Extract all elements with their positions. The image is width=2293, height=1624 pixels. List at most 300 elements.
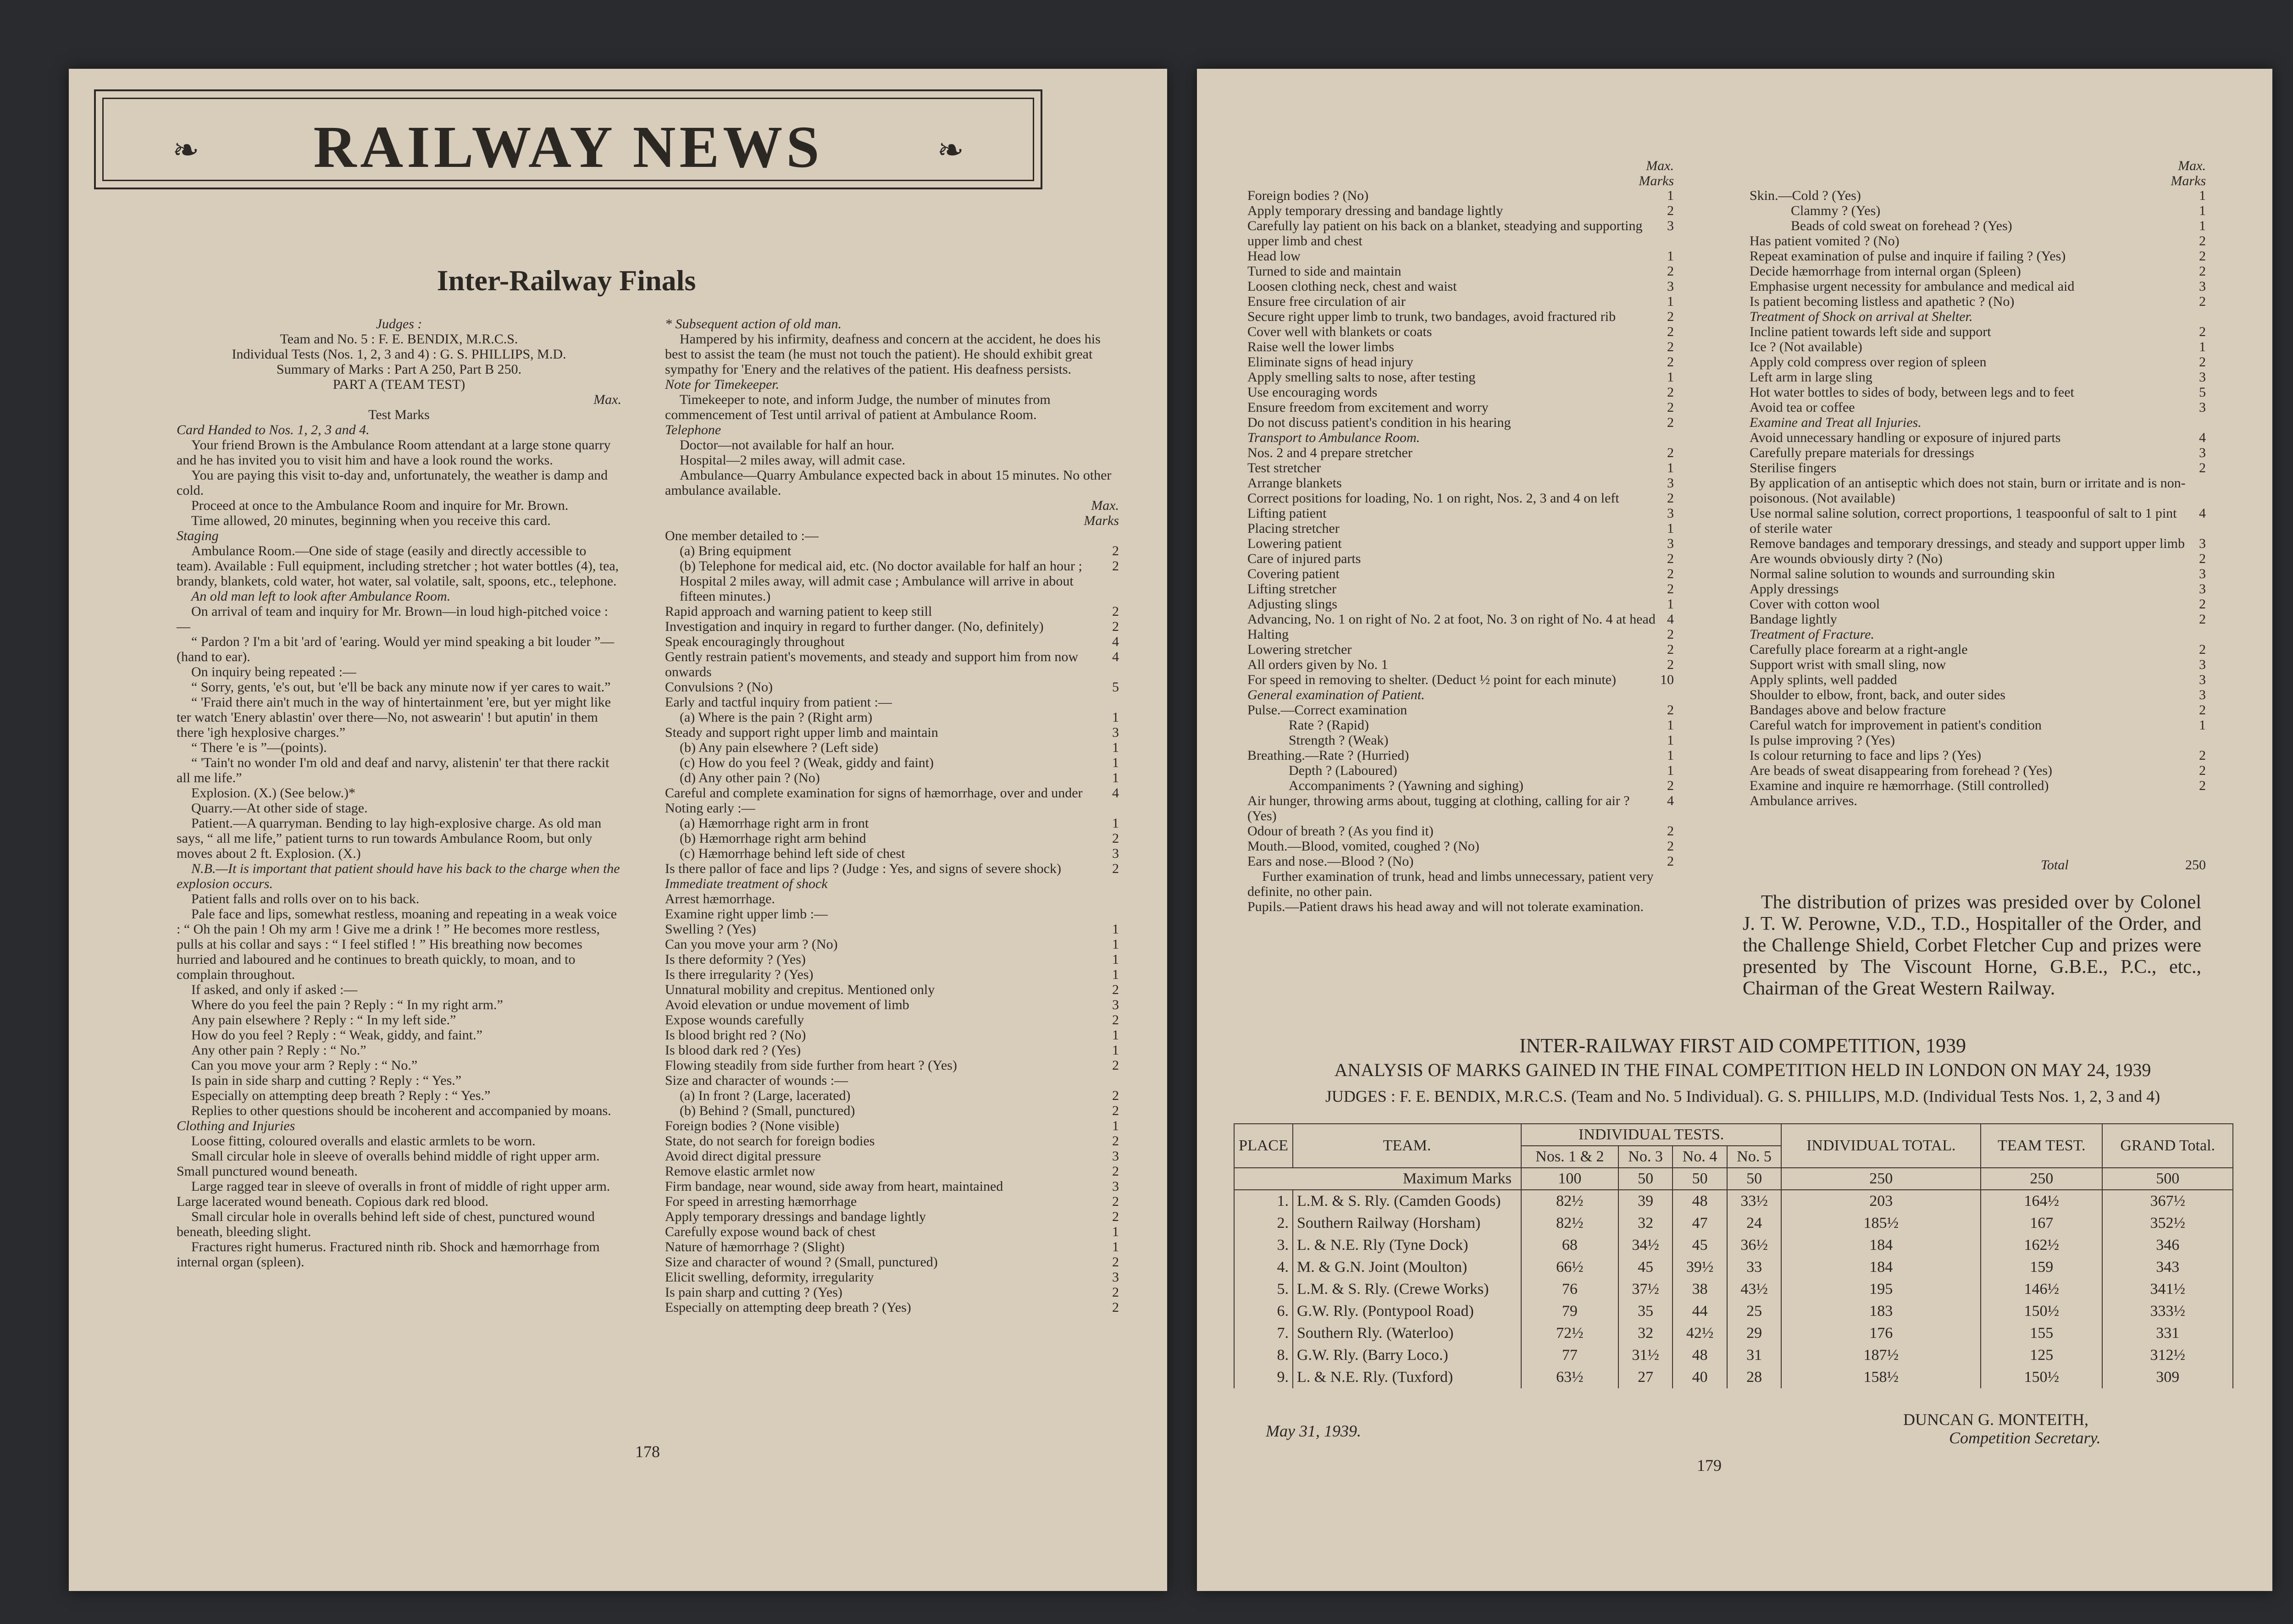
text-line: Marks xyxy=(1084,513,1119,528)
entry-text: For speed in removing to shelter. (Deduct ½ point for each minute) xyxy=(1247,672,1616,687)
entry-marks: 1 xyxy=(1112,1239,1119,1254)
text-line xyxy=(1750,551,2206,566)
text-line xyxy=(1750,233,2206,249)
entry-marks: 1 xyxy=(1112,710,1119,725)
entry-text: Mouth.—Blood, vomited, coughed ? (No) xyxy=(1247,839,1479,854)
subheader-test: Nos. 1 & 2 xyxy=(1521,1146,1618,1168)
score-cell: 39½ xyxy=(1673,1256,1727,1278)
entry-marks xyxy=(2188,309,2206,324)
entry-marks: 2 xyxy=(1112,1133,1119,1149)
text-line xyxy=(665,1164,1119,1179)
text-line: Fractures right humerus. Fractured ninth rib. Shock and hæmorrhage from internal organ (spleen). xyxy=(177,1239,600,1270)
score-cell: 39 xyxy=(1618,1190,1673,1212)
text-line xyxy=(665,982,1119,997)
text-line xyxy=(665,1073,1119,1088)
score-cell: 341½ xyxy=(2102,1278,2233,1300)
entry-marks: 2 xyxy=(2199,763,2206,778)
table-row xyxy=(1234,1190,2233,1212)
place-cell: 4. xyxy=(1234,1256,1293,1278)
entry-text: Skin.—Cold ? (Yes) xyxy=(1750,188,1861,203)
text-line xyxy=(665,1027,1119,1043)
entry-text: (c) How do you feel ? (Weak, giddy and faint) xyxy=(680,755,934,770)
header-team-test: TEAM TEST. xyxy=(1981,1124,2102,1168)
score-cell: 167 xyxy=(1981,1212,2102,1234)
entry-text: Normal saline solution to wounds and surrounding skin xyxy=(1750,566,2055,581)
score-cell: 33 xyxy=(1727,1256,1782,1278)
score-cell: 187½ xyxy=(1781,1344,1981,1366)
text-line: Ambulance Room.—One side of stage (easily and directly accessible to team). Available : Full equipment, including stretcher ; hot water bottles (4), tea, brandy, blankets, cold water, hot water, sal volatile, salt, spoons, etc., telephone. xyxy=(177,543,619,589)
text-line xyxy=(665,906,1119,922)
text-line xyxy=(665,1043,1119,1058)
max-header: Max. xyxy=(2178,158,2206,173)
entry-marks: 3 xyxy=(2199,687,2206,702)
text-line: Doctor—not available for half an hour. xyxy=(680,437,895,453)
banner-inner-border xyxy=(102,98,1034,181)
entry-text: Pulse.—Correct examination xyxy=(1247,702,1407,718)
text-line xyxy=(1247,854,1674,869)
entry-marks: 2 xyxy=(1667,339,1674,354)
entry-marks: 2 xyxy=(2199,264,2206,279)
text-line xyxy=(1750,642,2206,657)
text-line xyxy=(1247,566,1674,581)
subheader-test: No. 3 xyxy=(1618,1146,1673,1168)
entry-text: Decide hæmorrhage from internal organ (Spleen) xyxy=(1750,264,2021,279)
entry-marks: 3 xyxy=(1112,1270,1119,1285)
entry-text: Lifting patient xyxy=(1247,506,1327,521)
entry-text: Apply temporary dressings and bandage lightly xyxy=(665,1209,926,1224)
text-line xyxy=(1750,400,2206,415)
entry-text: Depth ? (Laboured) xyxy=(1289,763,1397,778)
entry-text: Ice ? (Not available) xyxy=(1750,339,1862,354)
entry-text: Speak encouragingly throughout xyxy=(665,634,845,649)
text-line xyxy=(665,679,1119,695)
entry-marks xyxy=(1656,430,1674,445)
page-number-left: 178 xyxy=(635,1442,660,1461)
entry-text: Size and character of wound ? (Small, punctured) xyxy=(665,1254,938,1270)
team-cell: L. & N.E. Rly (Tyne Dock) xyxy=(1293,1234,1521,1256)
text-line: “ Sorry, gents, 'e's out, but 'e'll be back any minute now if yer cares to wait.” xyxy=(191,679,611,695)
entry-marks: 2 xyxy=(1667,566,1674,581)
text-line xyxy=(1247,869,1674,899)
entry-marks: 3 xyxy=(1112,1149,1119,1164)
team-cell: Southern Rly. (Waterloo) xyxy=(1293,1322,1521,1344)
entry-marks: 1 xyxy=(2199,718,2206,733)
entry-marks: 2 xyxy=(1112,1285,1119,1300)
entry-text: Loosen clothing neck, chest and waist xyxy=(1247,279,1457,294)
entry-text: Is pain sharp and cutting ? (Yes) xyxy=(665,1285,842,1300)
text-line: Where do you feel the pain ? Reply : “ In my right arm.” xyxy=(191,997,503,1012)
team-cell: L.M. & S. Rly. (Crewe Works) xyxy=(1293,1278,1521,1300)
text-line xyxy=(665,937,1119,952)
score-cell: 43½ xyxy=(1727,1278,1782,1300)
text-line xyxy=(1247,778,1674,793)
total-line xyxy=(1926,857,2206,873)
text-line xyxy=(665,967,1119,982)
entry-marks: 2 xyxy=(1112,604,1119,619)
text-line xyxy=(1750,475,2206,506)
score-cell: 35 xyxy=(1618,1300,1673,1322)
score-cell: 82½ xyxy=(1521,1190,1618,1212)
text-line: Loose fitting, coloured overalls and elastic armlets to be worn. xyxy=(191,1133,536,1149)
text-line xyxy=(1247,294,1674,309)
text-line xyxy=(1750,203,2206,218)
text-line xyxy=(665,1088,1119,1103)
entry-marks: 1 xyxy=(1112,922,1119,937)
left-column-1 xyxy=(177,316,621,1270)
score-cell: 45 xyxy=(1673,1234,1727,1256)
score-cell: 346 xyxy=(2102,1234,2233,1256)
entry-text: Air hunger, throwing arms about, tugging at clothing, calling for air ? (Yes) xyxy=(1247,793,1630,823)
text-line xyxy=(1750,627,2206,642)
entry-marks: 3 xyxy=(1667,506,1674,521)
entry-marks: 1 xyxy=(1112,1043,1119,1058)
entry-marks: 1 xyxy=(2199,339,2206,354)
entry-marks: 3 xyxy=(2199,581,2206,597)
text-line: Summary of Marks : Part A 250, Part B 250. xyxy=(276,362,522,377)
entry-text: Are wounds obviously dirty ? (No) xyxy=(1750,551,1943,566)
text-line xyxy=(1750,748,2206,763)
score-cell: 79 xyxy=(1521,1300,1618,1322)
entry-marks: 2 xyxy=(1112,1058,1119,1073)
entry-text: Care of injured parts xyxy=(1247,551,1361,566)
score-cell: 33½ xyxy=(1727,1190,1782,1212)
text-line: Hampered by his infirmity, deafness and concern at the accident, he does his best to assist the team (he must not touch the patient). He should exhibit great sympathy for 'Enery and the relatives of the patient. His deafness persists. xyxy=(665,331,1101,377)
text-line: Small circular hole in overalls behind left side of chest, punctured wound beneath, bleeding slight. xyxy=(177,1209,595,1239)
text-line xyxy=(1247,309,1674,324)
text-line xyxy=(1247,324,1674,339)
entry-marks: 2 xyxy=(1112,1300,1119,1315)
entry-text: Gently restrain patient's movements, and steady and support him from now onwards xyxy=(665,649,1079,679)
score-cell: 25 xyxy=(1727,1300,1782,1322)
railway-news-banner xyxy=(94,89,1042,189)
team-cell: L.M. & S. Rly. (Camden Goods) xyxy=(1293,1190,1521,1212)
text-line xyxy=(1247,249,1674,264)
entry-text: Rate ? (Rapid) xyxy=(1289,718,1369,733)
entry-text: Early and tactful inquiry from patient :— xyxy=(665,695,892,710)
entry-text: Is blood bright red ? (No) xyxy=(665,1027,806,1043)
entry-text: By application of an antiseptic which does not stain, burn or irritate and is non-poisonous. (Not available) xyxy=(1750,475,2186,506)
score-cell: 32 xyxy=(1618,1212,1673,1234)
text-line: Ambulance—Quarry Ambulance expected back in about 15 minutes. No other ambulance available. xyxy=(665,468,1112,498)
entry-marks: 1 xyxy=(1112,816,1119,831)
max-header: Max. xyxy=(1646,158,1674,173)
text-line xyxy=(1247,385,1674,400)
text-line xyxy=(1750,294,2206,309)
entry-text: Is pulse improving ? (Yes) xyxy=(1750,733,1895,748)
text-line xyxy=(665,1149,1119,1164)
entry-text: (b) Telephone for medical aid, etc. (No doctor available for half an hour ; Hospital 2 miles away, will admit case ; Ambulance will arrive in about fifteen minutes.) xyxy=(680,558,1082,604)
entry-marks: 4 xyxy=(2199,506,2206,521)
maximum-marks-value: 50 xyxy=(1618,1168,1673,1190)
text-line: N.B.—It is important that patient should have his back to the charge when the explosion occurs. xyxy=(177,861,620,891)
entry-text: (b) Hæmorrhage right arm behind xyxy=(680,831,866,846)
score-cell: 159 xyxy=(1981,1256,2102,1278)
entry-marks: 2 xyxy=(1667,264,1674,279)
text-line: Any other pain ? Reply : “ No.” xyxy=(191,1043,366,1058)
entry-marks: 2 xyxy=(1112,1012,1119,1027)
text-line xyxy=(665,1194,1119,1209)
text-line xyxy=(665,1179,1119,1194)
text-line xyxy=(1750,354,2206,370)
entry-text: Ensure freedom from excitement and worry xyxy=(1247,400,1489,415)
entry-marks: 1 xyxy=(1112,1027,1119,1043)
entry-text: Unnatural mobility and crepitus. Mentioned only xyxy=(665,982,935,997)
entry-marks: 2 xyxy=(1667,823,1674,839)
entry-marks: 2 xyxy=(1667,627,1674,642)
text-line: Telephone xyxy=(665,422,721,437)
header-individual-total: INDIVIDUAL TOTAL. xyxy=(1781,1124,1981,1168)
text-line: Replies to other questions should be incoherent and accompanied by moans. xyxy=(191,1103,611,1118)
text-line xyxy=(665,1239,1119,1254)
score-cell: 343 xyxy=(2102,1256,2233,1278)
entry-marks: 1 xyxy=(1112,937,1119,952)
maximum-marks-value: 500 xyxy=(2102,1168,2233,1190)
entry-marks: 4 xyxy=(1112,785,1119,801)
total-label: Total xyxy=(2041,857,2069,873)
entry-marks: 1 xyxy=(1667,370,1674,385)
entry-marks: 2 xyxy=(1667,551,1674,566)
text-line xyxy=(665,952,1119,967)
entry-text: Treatment of Shock on arrival at Shelter. xyxy=(1750,309,1973,324)
entry-marks: 2 xyxy=(1667,415,1674,430)
entry-marks: 2 xyxy=(1112,558,1119,574)
entry-marks: 2 xyxy=(1667,354,1674,370)
text-line: Timekeeper to note, and inform Judge, the number of minutes from commencement of Test until arrival of patient at Ambulance Room. xyxy=(665,392,1051,422)
total-value: 250 xyxy=(2185,857,2206,873)
text-line xyxy=(1750,445,2206,460)
text-line xyxy=(1247,581,1674,597)
right-column-2 xyxy=(1750,188,2206,808)
entry-text: Transport to Ambulance Room. xyxy=(1247,430,1420,445)
entry-text: Raise well the lower limbs xyxy=(1247,339,1394,354)
entry-text: Further examination of trunk, head and limbs unnecessary, patient very definite, no other pain. xyxy=(1247,869,1654,899)
entry-marks xyxy=(2188,733,2206,748)
entry-text: (a) In front ? (Large, lacerated) xyxy=(680,1088,851,1103)
text-line xyxy=(1750,430,2206,445)
text-line xyxy=(1247,460,1674,475)
prize-distribution-paragraph: The distribution of prizes was presided over by Colonel J. T. W. Perowne, V.D., T.D., Hospitaller of the Order, and the Challenge Shield, Corbet Fletcher Cup and prizes were presented by The Viscount Horne, G.B.E., P.C., etc., Chairman of the Great Western Railway. xyxy=(1743,892,2201,999)
score-cell: 333½ xyxy=(2102,1300,2233,1322)
entry-text: All orders given by No. 1 xyxy=(1247,657,1388,672)
text-line xyxy=(665,831,1119,846)
entry-marks: 4 xyxy=(1112,634,1119,649)
entry-marks: 1 xyxy=(1112,967,1119,982)
score-cell: 28 xyxy=(1727,1366,1782,1388)
text-line xyxy=(1247,415,1674,430)
entry-text: (a) Hæmorrhage right arm in front xyxy=(680,816,869,831)
entry-text: Apply dressings xyxy=(1750,581,1839,597)
entry-marks xyxy=(1656,899,1674,914)
entry-marks: 1 xyxy=(1667,521,1674,536)
entry-marks: 3 xyxy=(1667,218,1674,233)
text-line xyxy=(1750,793,2206,808)
entry-text: General examination of Patient. xyxy=(1247,687,1425,702)
entry-text: Remove bandages and temporary dressings, and steady and support upper limb xyxy=(1750,536,2185,551)
results-body xyxy=(1234,1190,2233,1388)
text-line xyxy=(1750,581,2206,597)
score-cell: 48 xyxy=(1673,1190,1727,1212)
text-line xyxy=(1750,718,2206,733)
text-line xyxy=(1750,218,2206,233)
entry-text: Treatment of Fracture. xyxy=(1750,627,1874,642)
entry-text: Cover with cotton wool xyxy=(1750,597,1880,612)
entry-marks: 2 xyxy=(2199,642,2206,657)
right-col1-max-header xyxy=(1376,158,1674,188)
entry-marks: 3 xyxy=(1667,475,1674,491)
place-cell: 7. xyxy=(1234,1322,1293,1344)
entry-marks: 2 xyxy=(1667,839,1674,854)
text-line xyxy=(665,604,1119,619)
entry-marks: 2 xyxy=(1667,385,1674,400)
text-line xyxy=(1247,839,1674,854)
entry-marks: 1 xyxy=(1667,249,1674,264)
right-column-1 xyxy=(1247,188,1674,914)
entry-text: Rapid approach and warning patient to keep still xyxy=(665,604,932,619)
entry-text: Examine and Treat all Injuries. xyxy=(1750,415,1922,430)
entry-marks xyxy=(1656,687,1674,702)
entry-marks: 1 xyxy=(1667,733,1674,748)
text-line xyxy=(665,1254,1119,1270)
team-cell: M. & G.N. Joint (Moulton) xyxy=(1293,1256,1521,1278)
score-cell: 331 xyxy=(2102,1322,2233,1344)
text-line xyxy=(1247,642,1674,657)
entry-marks: 1 xyxy=(1112,755,1119,770)
maximum-marks-row xyxy=(1234,1168,2233,1190)
entry-text: Is there pallor of face and lips ? (Judge : Yes, and signs of severe shock) xyxy=(665,861,1061,876)
text-line: Note for Timekeeper. xyxy=(665,377,780,392)
text-line xyxy=(1247,733,1674,748)
text-line xyxy=(1247,279,1674,294)
score-cell: 66½ xyxy=(1521,1256,1618,1278)
place-cell: 5. xyxy=(1234,1278,1293,1300)
text-line xyxy=(665,1224,1119,1239)
flourish-right-icon: ❧ xyxy=(937,133,964,168)
article-title: Inter-Railway Finals xyxy=(437,264,696,297)
table-row xyxy=(1234,1366,2233,1388)
entry-marks xyxy=(1101,1073,1119,1088)
text-line xyxy=(1750,385,2206,400)
maximum-marks-value: 250 xyxy=(1981,1168,2102,1190)
text-line: Max. xyxy=(1091,498,1119,513)
team-cell: G.W. Rly. (Pontypool Road) xyxy=(1293,1300,1521,1322)
entry-text: Ensure free circulation of air xyxy=(1247,294,1406,309)
text-line xyxy=(1247,264,1674,279)
banner-title: RAILWAY NEWS xyxy=(313,114,823,180)
text-line xyxy=(665,1270,1119,1285)
text-line: Any pain elsewhere ? Reply : “ In my left side.” xyxy=(191,1012,456,1027)
entry-marks: 3 xyxy=(2199,370,2206,385)
text-line: Patient.—A quarryman. Bending to lay high-explosive charge. As old man says, “ all me life,” patient turns to run towards Ambulance Room, but only moves about 2 ft. Explosion. (X.) xyxy=(177,816,602,861)
entry-text: Support wrist with small sling, now xyxy=(1750,657,1946,672)
final-competition-subtitle: ANALYSIS OF MARKS GAINED IN THE FINAL COMPETITION HELD IN LONDON ON MAY 24, 1939 xyxy=(1334,1060,2151,1080)
text-line: “ Pardon ? I'm a bit 'ard of 'earing. Would yer mind speaking a bit louder ”—(hand to ear). xyxy=(177,634,615,664)
entry-text: Turned to side and maintain xyxy=(1247,264,1401,279)
entry-text: Bandages above and below fracture xyxy=(1750,702,1946,718)
text-line: “ There 'e is ”—(points). xyxy=(191,740,327,755)
text-line: Judges : xyxy=(376,316,422,331)
text-line: Team and No. 5 : F. E. BENDIX, M.R.C.S. xyxy=(280,331,518,347)
text-line xyxy=(665,725,1119,740)
entry-marks: 3 xyxy=(2199,445,2206,460)
text-line: On inquiry being repeated :— xyxy=(191,664,356,679)
entry-marks: 2 xyxy=(1112,831,1119,846)
entry-marks: 2 xyxy=(1667,445,1674,460)
entry-text: Correct positions for loading, No. 1 on right, Nos. 2, 3 and 4 on left xyxy=(1247,491,1619,506)
team-cell: Southern Railway (Horsham) xyxy=(1293,1212,1521,1234)
entry-marks: 2 xyxy=(1667,854,1674,869)
entry-text: Use encouraging words xyxy=(1247,385,1378,400)
text-line xyxy=(665,740,1119,755)
text-line xyxy=(1247,430,1674,445)
place-cell: 2. xyxy=(1234,1212,1293,1234)
entry-text: Avoid direct digital pressure xyxy=(665,1149,821,1164)
entry-marks: 1 xyxy=(2199,203,2206,218)
entry-text: Apply smelling salts to nose, after testing xyxy=(1247,370,1476,385)
score-cell: 155 xyxy=(1981,1322,2102,1344)
score-cell: 68 xyxy=(1521,1234,1618,1256)
entry-marks: 2 xyxy=(2199,551,2206,566)
entry-marks: 2 xyxy=(1667,702,1674,718)
entry-marks: 2 xyxy=(1112,543,1119,558)
score-cell: 45 xyxy=(1618,1256,1673,1278)
entry-marks: 3 xyxy=(1667,279,1674,294)
entry-text: Accompaniments ? (Yawning and sighing) xyxy=(1289,778,1523,793)
score-cell: 40 xyxy=(1673,1366,1727,1388)
text-line xyxy=(1247,354,1674,370)
text-line xyxy=(1247,188,1674,203)
entry-marks: 1 xyxy=(1667,748,1674,763)
text-line xyxy=(665,1012,1119,1027)
entry-marks: 2 xyxy=(1112,982,1119,997)
table-row xyxy=(1234,1278,2233,1300)
place-cell: 1. xyxy=(1234,1190,1293,1212)
entry-text: Secure right upper limb to trunk, two bandages, avoid fractured rib xyxy=(1247,309,1616,324)
entry-marks: 1 xyxy=(1667,718,1674,733)
text-line xyxy=(1750,460,2206,475)
score-cell: 352½ xyxy=(2102,1212,2233,1234)
entry-text: Avoid unnecessary handling or exposure of injured parts xyxy=(1750,430,2061,445)
score-cell: 184 xyxy=(1781,1256,1981,1278)
entry-marks: 2 xyxy=(1112,619,1119,634)
entry-marks: 2 xyxy=(1667,642,1674,657)
text-line xyxy=(1750,415,2206,430)
entry-marks: 1 xyxy=(1667,188,1674,203)
entry-text: Nature of hæmorrhage ? (Slight) xyxy=(665,1239,845,1254)
subheader-test: No. 5 xyxy=(1727,1146,1782,1168)
entry-marks: 3 xyxy=(2199,400,2206,415)
entry-marks xyxy=(1101,891,1119,906)
text-line xyxy=(1750,687,2206,702)
marks-header: Marks xyxy=(2171,173,2206,188)
text-line: Time allowed, 20 minutes, beginning when you receive this card. xyxy=(191,513,551,528)
entry-text: Placing stretcher xyxy=(1247,521,1340,536)
text-line xyxy=(1750,597,2206,612)
text-line xyxy=(1750,324,2206,339)
entry-marks: 2 xyxy=(2199,778,2206,793)
text-line xyxy=(665,558,1119,604)
table-row xyxy=(1234,1322,2233,1344)
entry-marks: 2 xyxy=(1667,309,1674,324)
score-cell: 312½ xyxy=(2102,1344,2233,1366)
entry-marks: 2 xyxy=(2199,702,2206,718)
text-line: An old man left to look after Ambulance Room. xyxy=(191,589,451,604)
entry-marks: 2 xyxy=(1112,1103,1119,1118)
score-cell: 183 xyxy=(1781,1300,1981,1322)
entry-marks: 4 xyxy=(1667,612,1674,627)
score-cell: 125 xyxy=(1981,1344,2102,1366)
text-line xyxy=(665,528,1119,543)
text-line xyxy=(665,710,1119,725)
